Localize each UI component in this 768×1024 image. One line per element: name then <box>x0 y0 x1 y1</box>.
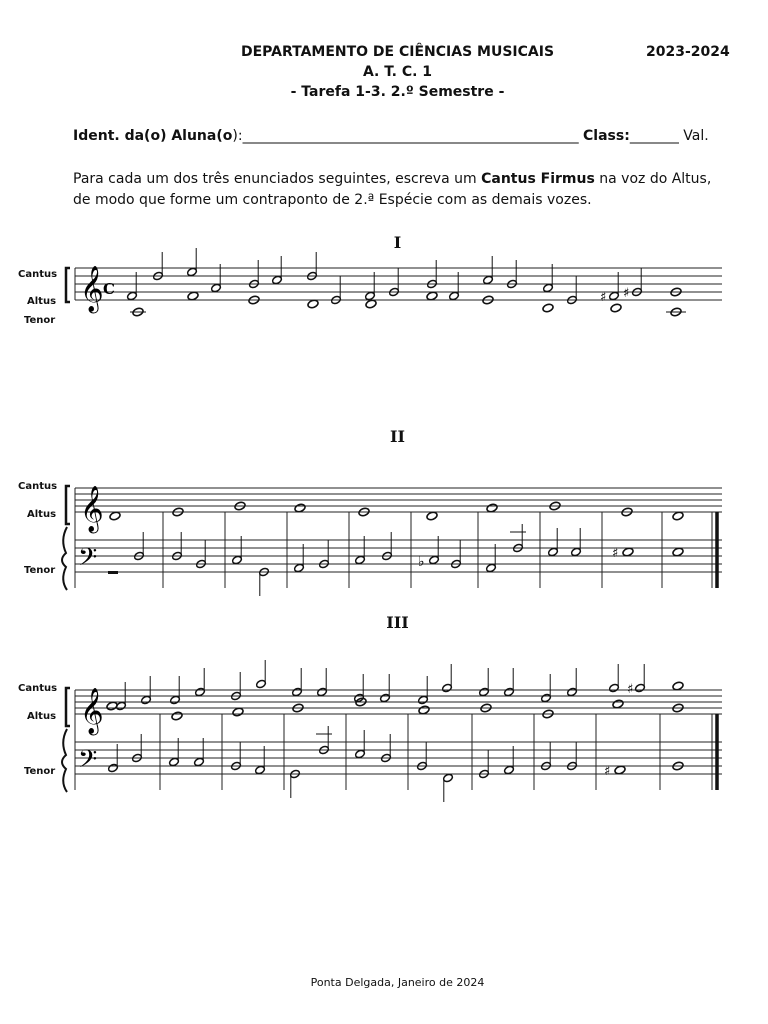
ex3-treble-clef: 𝄞 <box>80 688 104 734</box>
instructions-line-2: de modo que forme um contraponto de 2.ª Espécie com as demais vozes. <box>73 192 592 208</box>
ident-label: Ident. da(o) Aluna(o <box>73 128 233 144</box>
ex2-brace <box>62 527 67 590</box>
svg-text:♯: ♯ <box>612 546 619 561</box>
ex3-brace <box>62 729 67 792</box>
exercise-1-numeral: I <box>393 233 402 252</box>
ex1-altus-label: Altus <box>27 296 57 307</box>
ident-blank[interactable]: ________________________________________________ <box>242 128 579 144</box>
ex2-treble-clef: 𝄞 <box>80 486 104 532</box>
ex3-tenor-label: Tenor <box>24 766 56 777</box>
class-label: Class: <box>583 128 630 144</box>
val-label: Val. <box>683 128 709 144</box>
svg-text:♯: ♯ <box>604 764 611 779</box>
task-title: - Tarefa 1-3. 2.º Semestre - <box>290 84 505 100</box>
exercise-3-numeral: III <box>386 613 409 632</box>
ex2-notes <box>108 501 684 596</box>
instructions-text-2: na voz do Altus, <box>594 171 712 187</box>
ex1-treble-clef: 𝄞 <box>80 266 104 312</box>
ex2-barlines <box>163 512 712 588</box>
exercise-3-system <box>62 660 722 802</box>
ex2-bass-clef: 𝄢 <box>78 543 98 578</box>
ex1-notes <box>126 248 686 317</box>
school-year: 2023-2024 <box>646 44 730 60</box>
ex3-altus-label: Altus <box>27 711 57 722</box>
exercise-1-system <box>66 248 722 317</box>
ex2-bracket <box>66 486 70 524</box>
ident-close: ): <box>232 128 243 144</box>
ex3-cantus-label: Cantus <box>18 683 58 694</box>
instructions-bold: Cantus Firmus <box>481 171 595 187</box>
department-title: DEPARTAMENTO DE CIÊNCIAS MUSICAIS <box>240 44 555 60</box>
svg-text:♯: ♯ <box>627 682 634 697</box>
ex2-cantus-label: Cantus <box>18 481 58 492</box>
exercise-2-system <box>62 486 722 596</box>
svg-text:♯: ♯ <box>600 290 607 305</box>
ex1-bracket <box>66 268 70 302</box>
exercise-2-numeral: II <box>390 427 405 446</box>
ex1-cantus-label: Cantus <box>18 269 58 280</box>
ex3-bracket <box>66 688 70 726</box>
svg-text:♯: ♯ <box>623 286 630 301</box>
course-title: A. T. C. 1 <box>362 64 433 80</box>
ex1-time-signature: C <box>103 280 115 298</box>
ex1-tenor-label: Tenor <box>24 315 56 326</box>
ex2-half-rest <box>108 571 118 574</box>
ex2-tenor-label: Tenor <box>24 565 56 576</box>
ex3-barlines <box>160 714 712 790</box>
class-blank[interactable]: _______ <box>629 128 679 144</box>
ex3-bass-clef: 𝄢 <box>78 745 98 780</box>
instructions-text-1: Para cada um dos três enunciados seguintes, escreva um <box>73 171 482 187</box>
ex2-altus-label: Altus <box>27 509 57 520</box>
footer-place-date: Ponta Delgada, Janeiro de 2024 <box>310 976 485 989</box>
ex3-notes <box>106 660 684 802</box>
svg-text:♭: ♭ <box>418 554 425 570</box>
